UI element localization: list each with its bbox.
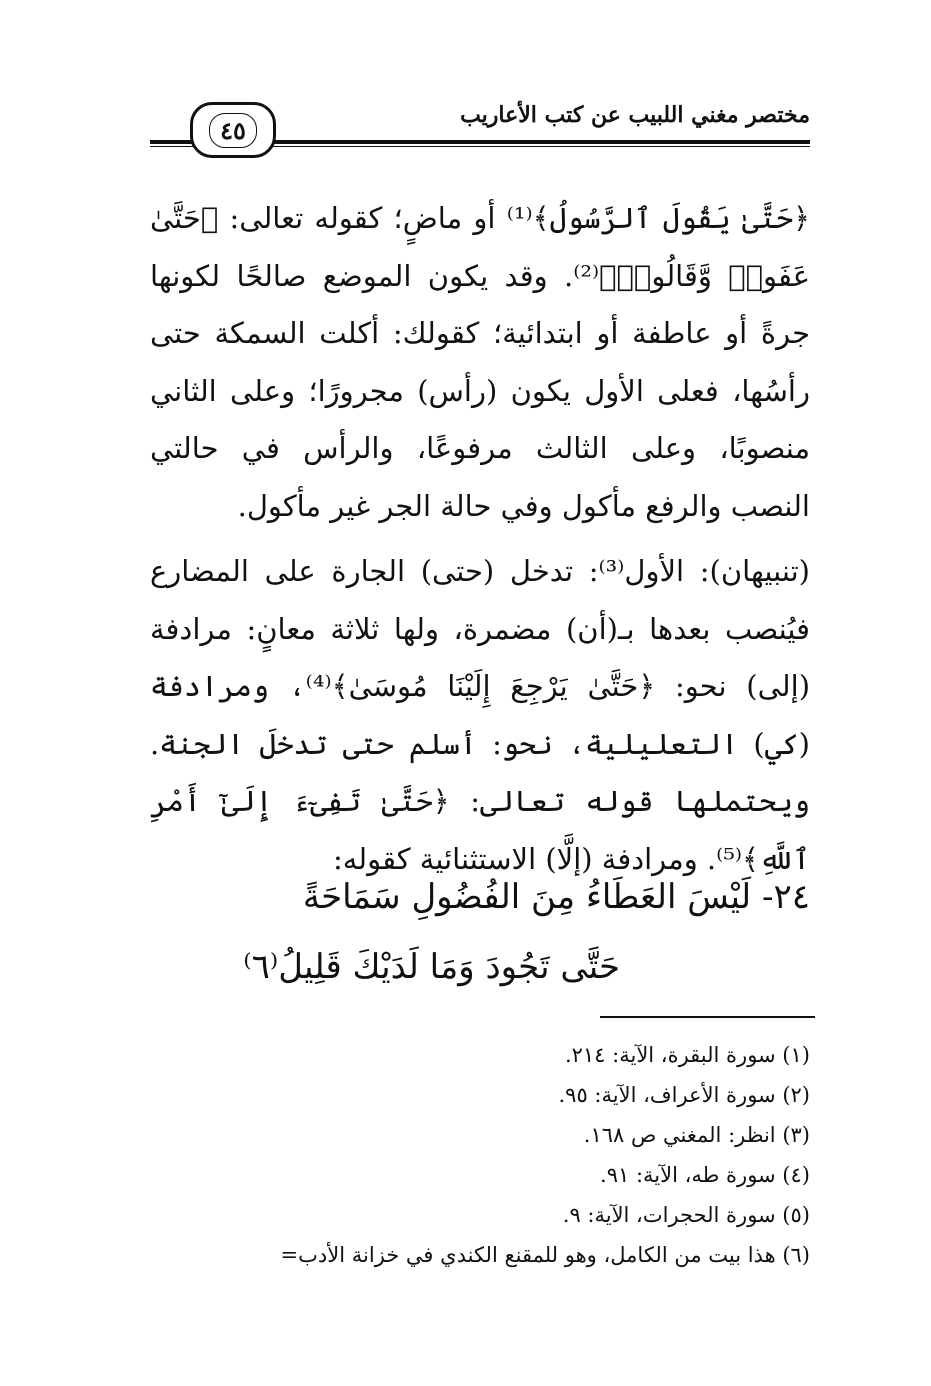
verse-second-hemistich: حَتَّى تَجُودَ وَمَا لَدَيْكَ قَلِيلُ⁽٦⁾ [243,947,620,987]
book-title: مختصر مغني اللبيب عن كتب الأعاريب [460,102,810,128]
footnote-1: (١) سورة البقرة، الآية: ٢١٤. [564,1043,810,1067]
page-header [150,88,810,158]
footnote-separator [600,1016,815,1018]
footnote-3: (٣) انظر: المغني ص ١٦٨. [583,1123,810,1147]
footnote-6: (٦) هذا بيت من الكامل، وهو للمقنع الكندي في خزانة الأدب= [280,1243,810,1267]
page-number-badge [190,102,276,158]
footnote-2: (٢) سورة الأعراف، الآية: ٩٥. [558,1083,810,1107]
paragraph-2: (تنبيهان): الأول⁽³⁾: تدخل (حتى) الجارة على المضارع فيُنصب بعدها بـ(أن) مضمرة، ولها ثلاثة معانٍ: مرادفة (إلى) نحو: ﴿حَتَّىٰ يَرْجِعَ إِلَيْنَا مُوسَىٰ﴾⁽⁴⁾، ومرادفة (كي) التعليلية، نحو: أسلم حتى تدخلَ الجنة. ويحتملها قوله تعالى: ﴿حَتَّىٰ تَفِىٓءَ إِلَىٰٓ أَمْرِ ٱللَّهِ﴾⁽⁵⁾. ومرادفة (إلَّا) الاستثنائية كقوله: [150,554,811,876]
main-text [150,190,810,888]
verse-first-hemistich: ٢٤- لَيْسَ العَطَاءُ مِنَ الفُضُولِ سَمَاحَةً [302,877,810,917]
footnote-4: (٤) سورة طه، الآية: ٩١. [600,1163,810,1187]
footnote-5: (٥) سورة الحجرات، الآية: ٩. [562,1203,810,1227]
footnotes [140,1035,810,1275]
page-number: ٤٥ [209,113,257,148]
poetry-verse [150,862,810,1002]
paragraph-1: ﴿حَتَّىٰ يَقُولَ ٱلرَّسُولُ﴾⁽¹⁾ أو ماضٍ؛ كقوله تعالى: ﴿حَتَّىٰ عَفَوا۟ وَّقَالُوا۟﴾⁽²⁾. وقد يكون الموضع صالحًا لكونها جرةً أو عاطفة أو ابتدائية؛ كقولك: أكلت السمكة حتى رأسُها، فعلى الأول يكون (رأس) مجرورًا؛ وعلى الثاني منصوبًا، وعلى الثالث مرفوعًا، والرأس في حالتي النصب والرفع مأكول وفي حالة الجر غير مأكول. [150,201,810,523]
